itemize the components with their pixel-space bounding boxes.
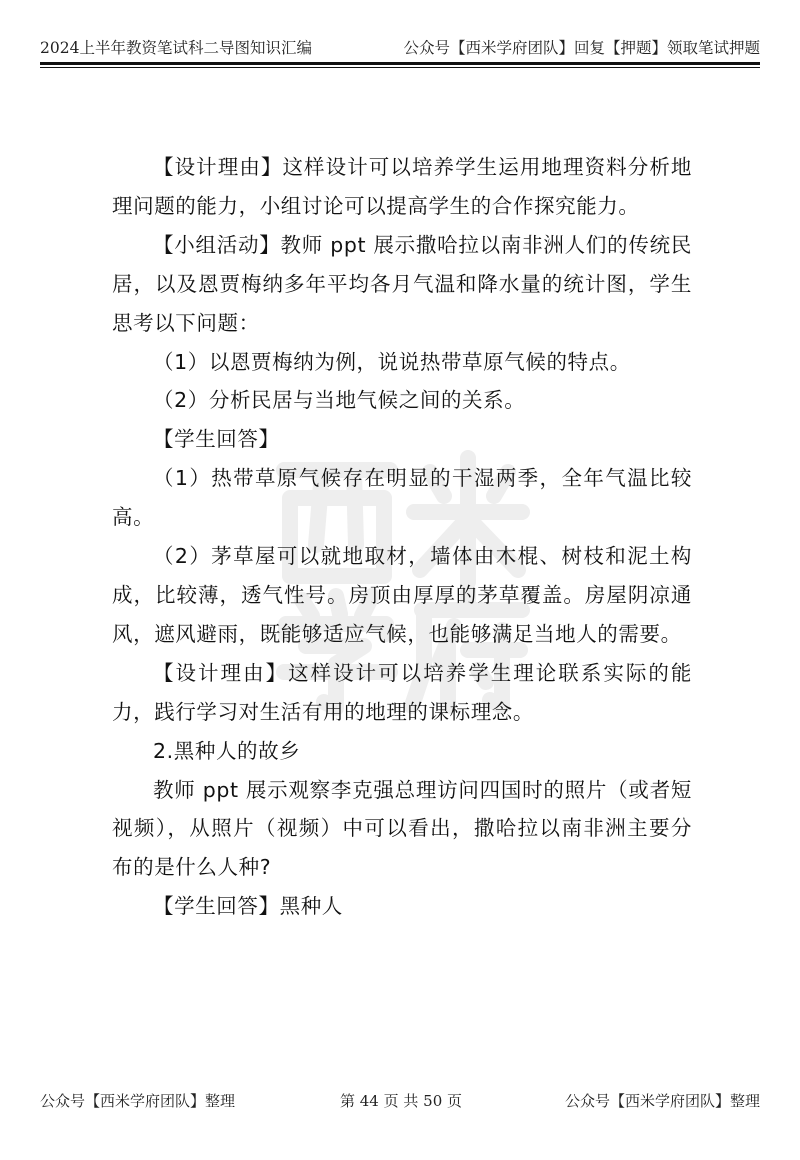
header-rule-thick: [40, 62, 760, 65]
page-number: 第 44 页 共 50 页: [340, 1092, 463, 1110]
paragraph-answer-1: （1）热带草原气候存在明显的干湿两季，全年气温比较高。: [112, 466, 692, 530]
header-document-title: 2024上半年教资笔试科二导图知识汇编: [40, 39, 312, 57]
header-promo-text: 公众号【西米学府团队】回复【押题】领取笔试押题: [403, 39, 760, 57]
page-header: [40, 28, 760, 58]
paragraph-group-activity: 【小组活动】教师 ppt 展示撒哈拉以南非洲人们的传统民居，以及恩贾梅纳多年平均各月气温和降水量的统计图，学生思考以下问题：: [112, 232, 692, 335]
paragraph-design-reason-1: 【设计理由】这样设计可以培养学生运用地理资料分析地理问题的能力，小组讨论可以提高学生的合作探究能力。: [112, 155, 692, 218]
paragraph-question-2: （2）分析民居与当地气候之间的关系。: [153, 388, 526, 413]
footer-left-text: 公众号【西米学府团队】整理: [40, 1092, 236, 1110]
paragraph-student-answer: 【学生回答】黑种人: [153, 894, 343, 919]
paragraph-teacher-ppt: 教师 ppt 展示观察李克强总理访问四国时的照片（或者短视频），从照片（视频）中可以看出，撒哈拉以南非洲主要分布的是什么人种?: [112, 777, 692, 880]
header-rule-thin: [40, 67, 760, 68]
page-footer: [40, 1090, 760, 1114]
section-heading: 2.黑种人的故乡: [153, 738, 301, 763]
footer-right-text: 公众号【西米学府团队】整理: [564, 1092, 760, 1110]
paragraph-answer-2: （2）茅草屋可以就地取材，墙体由木棍、树枝和泥土构成，比较薄，透气性号。房顶由厚厚的茅草覆盖。房屋阴凉通风，遮风避雨，既能够适应气候，也能够满足当地人的需要。: [112, 544, 692, 646]
paragraph-design-reason-2: 【设计理由】这样设计可以培养学生理论联系实际的能力，践行学习对生活有用的地理的课标理念。: [112, 660, 692, 724]
paragraph-question-1: （1）以恩贾梅纳为例，说说热带草原气候的特点。: [153, 349, 631, 374]
document-body: [112, 148, 692, 926]
paragraph-student-answer-heading: 【学生回答】: [153, 427, 280, 452]
